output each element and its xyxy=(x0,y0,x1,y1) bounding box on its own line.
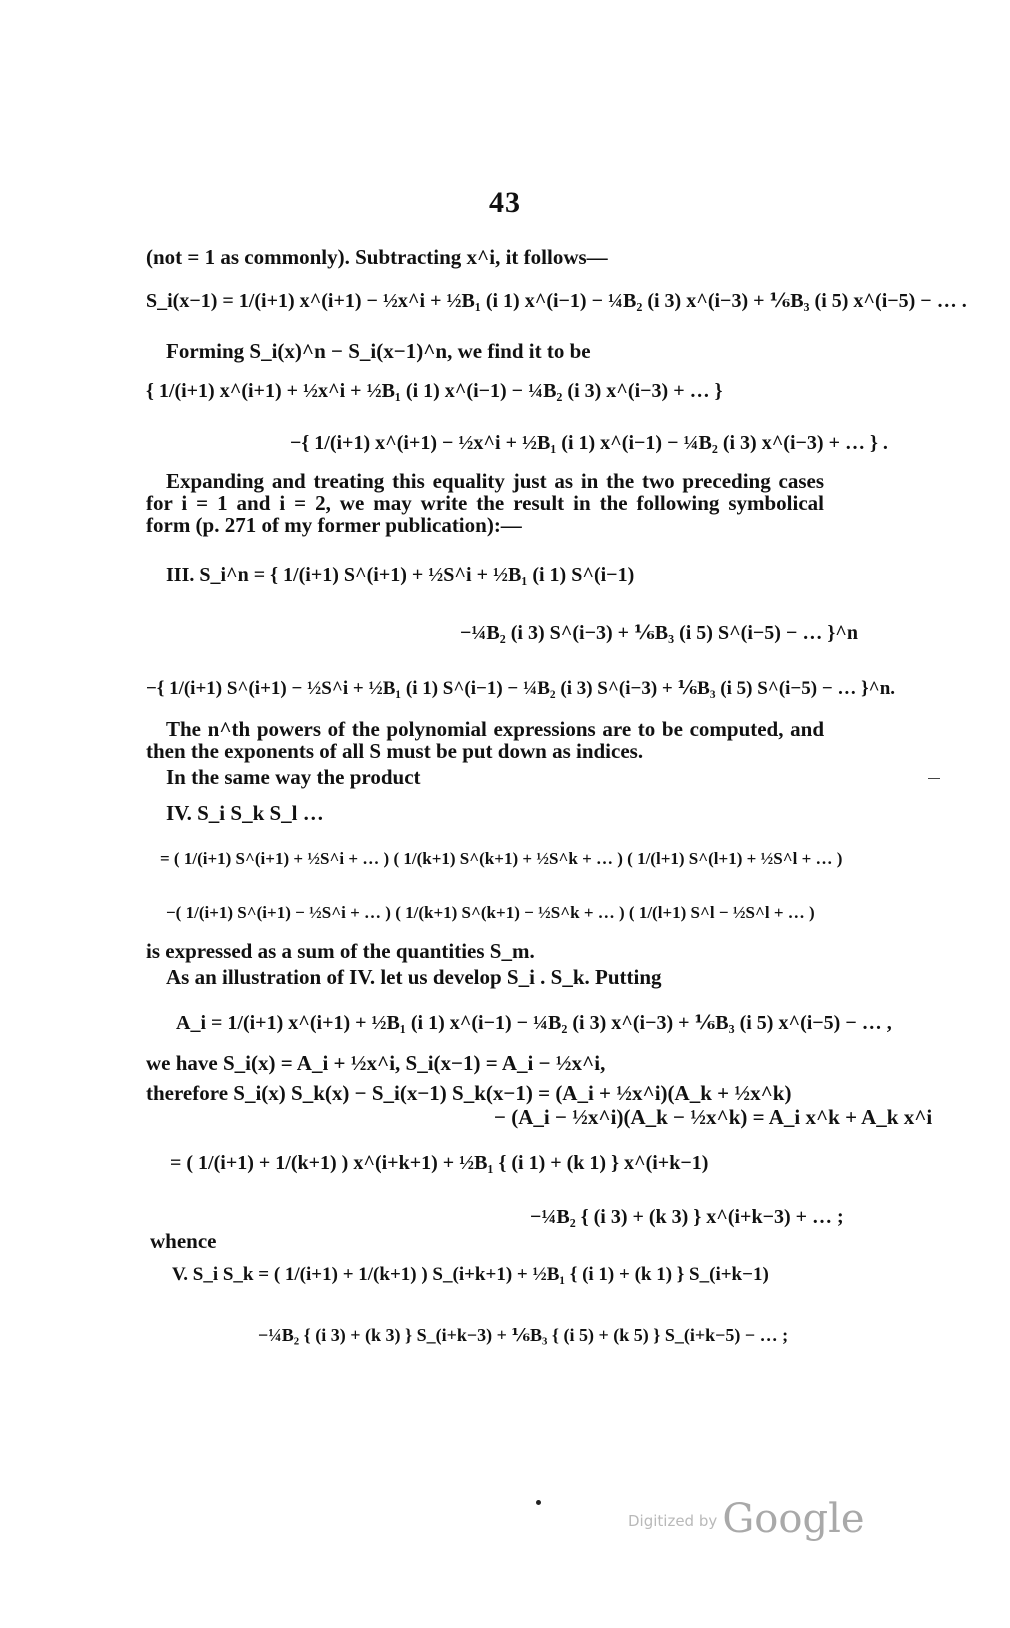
formula-III-line-2: −¼B₂ (i 3) S^(i−3) + ⅙B₃ (i 5) S^(i−5) − … }^n xyxy=(460,622,858,644)
formula-IV-line-2: −( 1/(i+1) S^(i+1) − ½S^i + … ) ( 1/(k+1) S^(k+1) − ½S^k + … ) ( 1/(l+1) S^l − ½S^l + … ) xyxy=(166,903,815,922)
formula-IV-line-1: = ( 1/(i+1) S^(i+1) + ½S^i + … ) ( 1/(k+1) S^(k+1) + ½S^k + … ) ( 1/(l+1) S^(l+1) + ½S^l + … ) xyxy=(160,849,843,868)
margin-mark xyxy=(928,778,940,779)
formula-IV-title: IV. S_i S_k S_l … xyxy=(166,801,324,825)
text-line: (not = 1 as commonly). Subtracting x^i, it follows— xyxy=(146,245,608,269)
text-line: In the same way the product xyxy=(166,765,421,789)
formula-line: { 1/(i+1) x^(i+1) + ½x^i + ½B₁ (i 1) x^(i−1) − ¼B₂ (i 3) x^(i−3) + … } xyxy=(146,380,723,402)
formula-A-line: A_i = 1/(i+1) x^(i+1) + ½B₁ (i 1) x^(i−1) − ¼B₂ (i 3) x^(i−3) + ⅙B₃ (i 5) x^(i−5) − … , xyxy=(176,1012,892,1034)
text-line: The n^th powers of the polynomial expressions are to be computed, and xyxy=(166,717,824,741)
text-line: form (p. 271 of my former publication):— xyxy=(146,513,522,537)
formula-line: −{ 1/(i+1) x^(i+1) − ½x^i + ½B₁ (i 1) x^(i−1) − ¼B₂ (i 3) x^(i−3) + … } . xyxy=(290,432,888,454)
formula-line: = ( 1/(i+1) + 1/(k+1) ) x^(i+k+1) + ½B₁ { (i 1) + (k 1) } x^(i+k−1) xyxy=(170,1152,709,1174)
text-line: therefore S_i(x) S_k(x) − S_i(x−1) S_k(x−1) = (A_i + ½x^i)(A_k + ½x^k) xyxy=(146,1081,792,1105)
text-line: for i = 1 and i = 2, we may write the result in the following symbolical xyxy=(146,491,824,515)
formula-V-line-2: −¼B₂ { (i 3) + (k 3) } S_(i+k−3) + ⅙B₃ { (i 5) + (k 5) } S_(i+k−5) − … ; xyxy=(258,1325,789,1345)
formula-line: S_i(x−1) = 1/(i+1) x^(i+1) − ½x^i + ½B₁ (i 1) x^(i−1) − ¼B₂ (i 3) x^(i−3) + ⅙B₃ (i 5) x^(i−5) − … . xyxy=(146,290,967,312)
formula-line: −¼B₂ { (i 3) + (k 3) } x^(i+k−3) + … ; xyxy=(530,1206,844,1228)
formula-III-line-3: −{ 1/(i+1) S^(i+1) − ½S^i + ½B₁ (i 1) S^(i−1) − ¼B₂ (i 3) S^(i−3) + ⅙B₃ (i 5) S^(i−5) − … }^n. xyxy=(146,678,896,699)
text-line: As an illustration of IV. let us develop S_i . S_k. Putting xyxy=(166,965,662,989)
text-line: then the exponents of all S must be put down as indices. xyxy=(146,739,644,763)
formula-III-line-1: III. S_i^n = { 1/(i+1) S^(i+1) + ½S^i + ½B₁ (i 1) S^(i−1) xyxy=(166,564,635,586)
google-logo: Google xyxy=(722,1496,865,1542)
page-number: 43 xyxy=(489,186,521,219)
text-line: is expressed as a sum of the quantities S_m. xyxy=(146,939,535,963)
watermark-prefix: Digitized by xyxy=(628,1512,718,1530)
text-line: Expanding and treating this equality just as in the two preceding cases xyxy=(166,469,824,493)
text-line: we have S_i(x) = A_i + ½x^i, S_i(x−1) = A_i − ½x^i, xyxy=(146,1051,606,1075)
ink-speck xyxy=(536,1500,541,1505)
text-line: Forming S_i(x)^n − S_i(x−1)^n, we find it to be xyxy=(166,339,591,363)
formula-V-line-1: V. S_i S_k = ( 1/(i+1) + 1/(k+1) ) S_(i+k+1) + ½B₁ { (i 1) + (k 1) } S_(i+k−1) xyxy=(172,1264,769,1285)
formula-line: − (A_i − ½x^i)(A_k − ½x^k) = A_i x^k + A_k x^i xyxy=(494,1105,933,1129)
text-line: whence xyxy=(150,1229,217,1253)
google-watermark xyxy=(628,1496,865,1542)
